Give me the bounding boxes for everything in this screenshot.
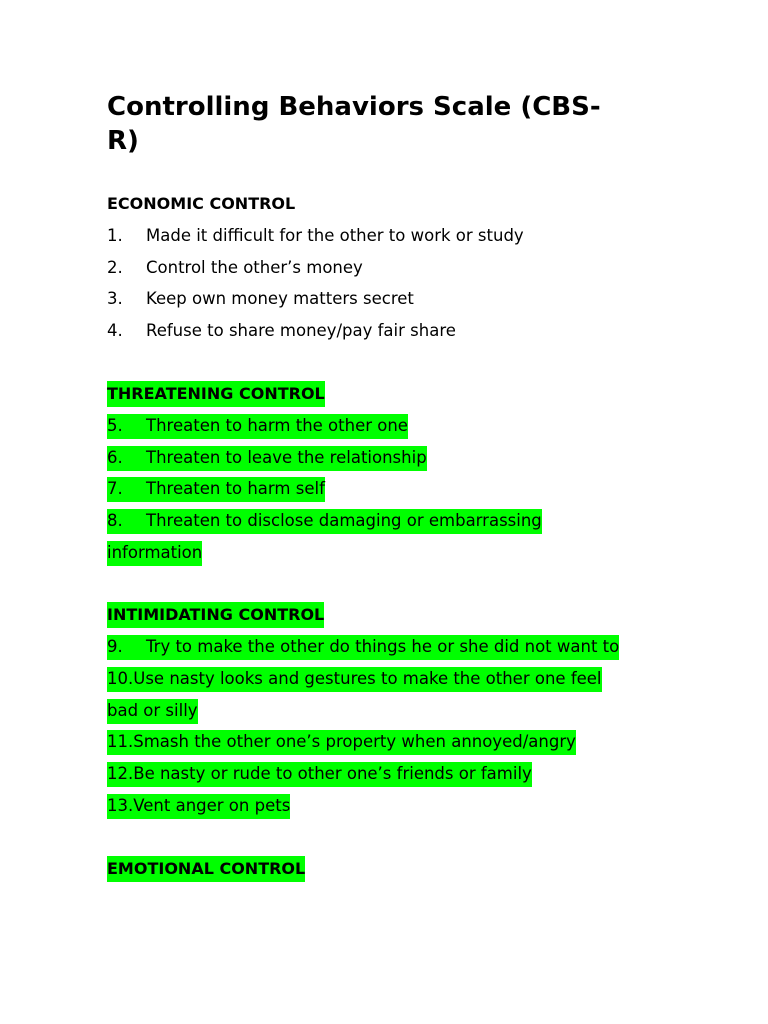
item-number: 11. <box>107 732 134 752</box>
list-item <box>107 410 707 442</box>
title-line-1: Controlling Behaviors Scale (CBS- <box>107 92 601 122</box>
item-text: Refuse to share money/pay fair share <box>146 321 456 341</box>
section-heading: ECONOMIC CONTROL <box>107 194 296 213</box>
item-number: 6. <box>107 447 123 467</box>
page-title <box>107 90 667 158</box>
item-number: 8. <box>107 510 123 530</box>
item-text: Smash the other one’s property when annoyed/angry <box>133 732 576 752</box>
list-item <box>107 283 707 315</box>
list-item <box>107 631 707 663</box>
list-item-continuation: information <box>107 537 707 569</box>
item-number: 13. <box>107 795 134 815</box>
section-heading: THREATENING CONTROL <box>107 378 707 410</box>
item-number: 9. <box>107 637 123 657</box>
list-item <box>107 473 707 505</box>
list-item <box>107 505 707 537</box>
list-item <box>107 252 707 284</box>
item-text: Made it difficult for the other to work or study <box>146 226 524 245</box>
item-text: Vent anger on pets <box>133 795 291 815</box>
section-intimidating-control <box>107 599 707 821</box>
item-number: 10. <box>107 669 134 689</box>
list-item <box>107 758 707 790</box>
item-text: Be nasty or rude to other one’s friends or family <box>133 764 532 784</box>
list-item <box>107 663 707 695</box>
section-threatening-control <box>107 378 707 569</box>
item-text: Threaten to leave the relationship <box>146 447 427 467</box>
section-heading: EMOTIONAL CONTROL <box>107 853 707 885</box>
item-number: 1. <box>107 226 123 245</box>
item-text: Try to make the other do things he or she did not want to <box>146 637 620 657</box>
item-text: Threaten to harm self <box>146 479 325 499</box>
item-number: 2. <box>107 257 123 277</box>
item-number: 7. <box>107 479 123 499</box>
item-number: 5. <box>107 415 123 435</box>
section-heading: INTIMIDATING CONTROL <box>107 599 707 631</box>
item-text: Use nasty looks and gestures to make the other one feel <box>133 669 602 689</box>
item-number: 3. <box>107 289 123 309</box>
list-item <box>107 442 707 474</box>
item-number: 12. <box>107 764 134 784</box>
section-economic-control <box>107 188 707 347</box>
list-item <box>107 790 707 822</box>
item-text: Threaten to disclose damaging or embarrassing <box>146 510 542 530</box>
title-line-2: R) <box>107 126 139 156</box>
list-item <box>107 220 707 252</box>
item-text: Threaten to harm the other one <box>146 415 408 435</box>
section-emotional-control <box>107 853 707 885</box>
list-item <box>107 315 707 347</box>
item-number: 4. <box>107 321 123 341</box>
item-text: Keep own money matters secret <box>146 289 414 309</box>
document-page <box>107 90 707 885</box>
item-text: Control the other’s money <box>146 257 363 277</box>
list-item <box>107 726 707 758</box>
list-item-continuation: bad or silly <box>107 695 707 727</box>
